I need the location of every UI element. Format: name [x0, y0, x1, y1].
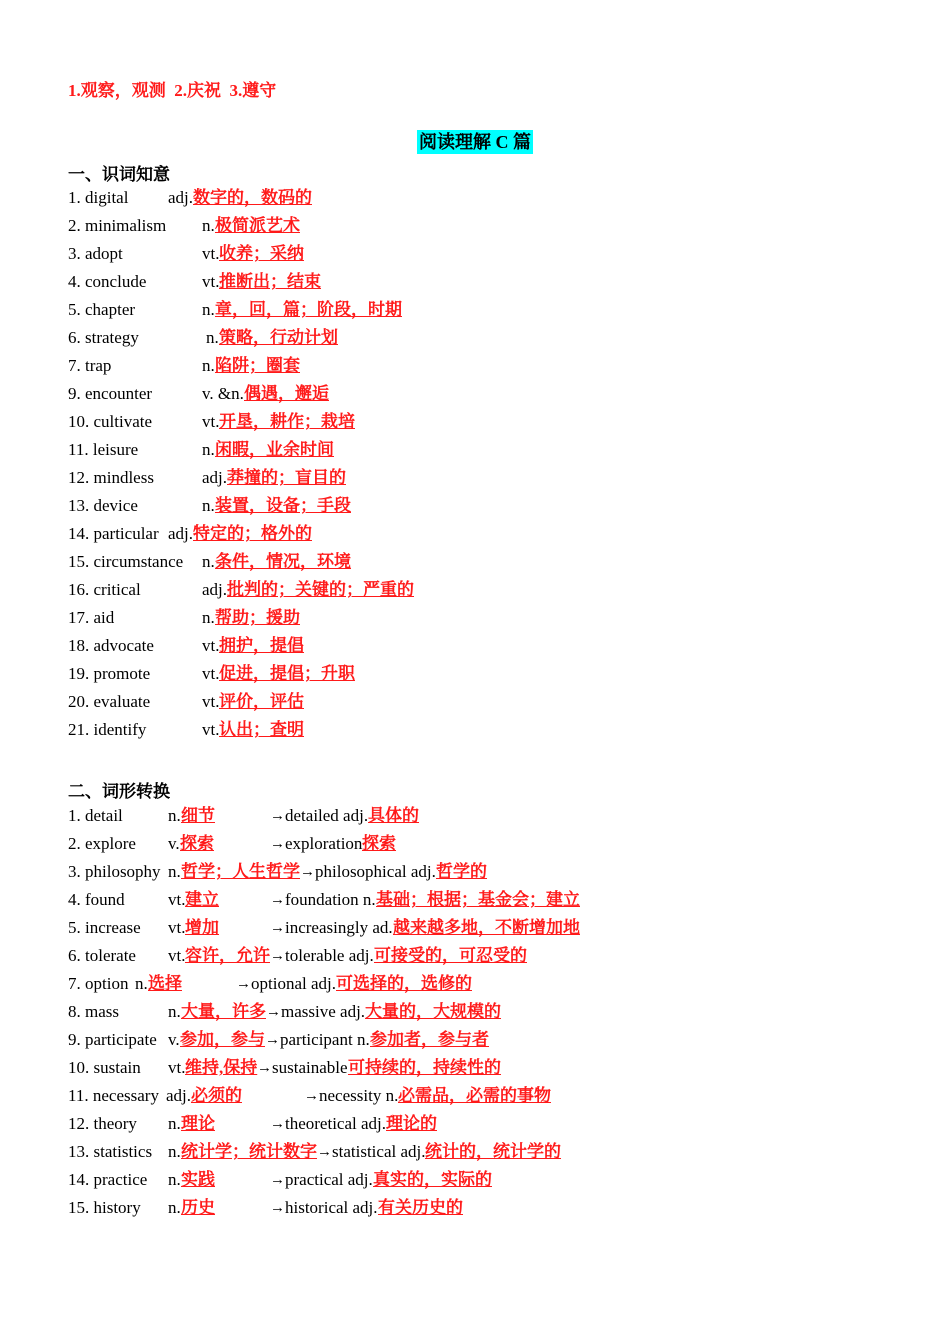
derived-word: optional adj.	[251, 974, 336, 993]
base-word: 13. statistics	[68, 1142, 153, 1161]
vocab-word: 10. cultivate	[68, 412, 153, 431]
vocab-answer: 数字的，数码的	[193, 188, 312, 207]
base-word: 1. detail	[68, 806, 123, 825]
derived-word: increasingly ad.	[285, 918, 393, 937]
page-title: 阅读理解 C 篇	[419, 132, 531, 152]
base-pos: v.	[168, 1030, 180, 1049]
arrow-icon: →	[265, 1032, 280, 1048]
base-answer: 理论	[181, 1114, 215, 1133]
vocab-word: 3. adopt	[68, 244, 123, 263]
vocab-word: 21. identify	[68, 720, 147, 739]
derived-answer: 哲学的	[436, 862, 487, 881]
base-word: 2. explore	[68, 834, 136, 853]
base-answer: 大量，许多	[181, 1002, 266, 1021]
vocab-answer: 促进，提倡；升职	[219, 664, 355, 683]
vocab-pos: adj.	[168, 188, 194, 207]
base-answer: 容许，允许	[185, 946, 270, 965]
arrow-icon: →	[317, 1144, 332, 1160]
base-answer: 历史	[181, 1198, 215, 1217]
vocab-answer: 批判的；关键的；严重的	[227, 580, 414, 599]
derived-word: detailed adj.	[285, 806, 369, 825]
derived-word: exploration	[285, 834, 363, 853]
derived-word: participant n.	[280, 1030, 370, 1049]
vocab-answer: 拥护，提倡	[219, 636, 304, 655]
vocab-pos: n.	[202, 496, 215, 515]
title-wrap	[0, 130, 950, 154]
vocab-pos: vt.	[202, 692, 220, 711]
base-pos: n.	[135, 974, 148, 993]
vocab-pos: n.	[202, 356, 215, 375]
vocab-answer: 闲暇，业余时间	[215, 440, 334, 459]
vocab-word: 13. device	[68, 496, 138, 515]
arrow-icon: →	[270, 1200, 285, 1216]
vocab-pos: n.	[202, 300, 215, 319]
vocab-pos: vt.	[202, 664, 220, 683]
vocab-word: 16. critical	[68, 580, 141, 599]
vocab-answer: 特定的；格外的	[193, 524, 312, 543]
vocab-answer: 章，回，篇；阶段，时期	[215, 300, 402, 319]
derived-answer: 越来越多地，不断增加地	[393, 918, 580, 937]
derived-answer: 可接受的，可忍受的	[374, 946, 527, 965]
derived-word: historical adj.	[285, 1198, 378, 1217]
derived-word: massive adj.	[281, 1002, 366, 1021]
base-pos: n.	[168, 1114, 181, 1133]
derived-answer: 大量的，大规模的	[365, 1002, 501, 1021]
base-answer: 选择	[148, 974, 182, 993]
vocab-answer: 陷阱；圈套	[215, 356, 300, 375]
vocab-pos: n.	[206, 328, 219, 347]
vocab-pos: adj.	[202, 580, 228, 599]
vocab-answer: 评价，评估	[219, 692, 304, 711]
derived-answer: 基础；根据；基金会；建立	[376, 890, 580, 909]
vocab-word: 7. trap	[68, 356, 112, 375]
arrow-icon: →	[236, 976, 251, 992]
derived-answer: 可选择的，选修的	[336, 974, 472, 993]
vocab-pos: vt.	[202, 244, 220, 263]
base-answer: 哲学；人生哲学	[181, 862, 300, 881]
base-pos: n.	[168, 1142, 181, 1161]
base-answer: 探索	[180, 834, 214, 853]
derived-answer: 真实的，实际的	[373, 1170, 492, 1189]
vocab-word: 18. advocate	[68, 636, 154, 655]
derived-word: foundation n.	[285, 890, 376, 909]
vocab-answer: 推断出；结束	[219, 272, 321, 291]
arrow-icon: →	[257, 1060, 272, 1076]
vocab-pos: adj.	[202, 468, 228, 487]
base-pos: n.	[168, 1198, 181, 1217]
vocab-word: 14. particular	[68, 524, 159, 543]
base-word: 12. theory	[68, 1114, 137, 1133]
vocab-answer: 收养；采纳	[219, 244, 304, 263]
derived-word: theoretical adj.	[285, 1114, 387, 1133]
section1-heading: 一、识词知意	[68, 165, 170, 184]
vocab-pos: vt.	[202, 636, 220, 655]
vocab-answer: 莽撞的；盲目的	[227, 468, 346, 487]
derived-answer: 理论的	[386, 1114, 437, 1133]
vocab-word: 4. conclude	[68, 272, 147, 291]
derived-word: sustainable	[272, 1058, 348, 1077]
base-word: 4. found	[68, 890, 125, 909]
vocab-pos: n.	[202, 440, 215, 459]
base-pos: vt.	[168, 918, 186, 937]
vocab-word: 6. strategy	[68, 328, 139, 347]
base-word: 14. practice	[68, 1170, 148, 1189]
base-answer: 维持,保持	[185, 1058, 258, 1077]
vocab-answer: 策略，行动计划	[219, 328, 338, 347]
vocab-pos: n.	[202, 608, 215, 627]
base-answer: 增加	[185, 918, 219, 937]
arrow-icon: →	[270, 1116, 285, 1132]
base-word: 8. mass	[68, 1002, 119, 1021]
base-pos: n.	[168, 806, 181, 825]
base-word: 10. sustain	[68, 1058, 141, 1077]
base-answer: 统计学；统计数字	[181, 1142, 317, 1161]
vocab-word: 9. encounter	[68, 384, 153, 403]
base-answer: 细节	[181, 806, 215, 825]
derived-answer: 有关历史的	[378, 1198, 463, 1217]
vocab-answer: 开垦，耕作；栽培	[219, 412, 355, 431]
base-answer: 必须的	[191, 1086, 242, 1105]
vocab-answer: 装置，设备；手段	[215, 496, 351, 515]
base-pos: n.	[168, 1002, 181, 1021]
derived-word: necessity n.	[319, 1086, 399, 1105]
vocab-answer: 条件，情况，环境	[215, 552, 351, 571]
arrow-icon: →	[300, 864, 315, 880]
base-word: 15. history	[68, 1198, 141, 1217]
arrow-icon: →	[270, 808, 285, 824]
vocab-word: 5. chapter	[68, 300, 136, 319]
vocab-pos: vt.	[202, 272, 220, 291]
base-pos: adj.	[166, 1086, 192, 1105]
vocab-word: 19. promote	[68, 664, 151, 683]
vocab-answer: 极简派艺术	[215, 216, 300, 235]
arrow-icon: →	[270, 836, 285, 852]
base-pos: n.	[168, 862, 181, 881]
derived-word: tolerable adj.	[285, 946, 374, 965]
base-pos: v.	[168, 834, 180, 853]
vocab-answer: 认出；查明	[219, 720, 304, 739]
arrow-icon: →	[266, 1004, 281, 1020]
vocab-pos: v. &n.	[202, 384, 244, 403]
vocab-pos: n.	[202, 552, 215, 571]
base-word: 11. necessary	[68, 1086, 159, 1105]
section2-heading: 二、词形转换	[68, 782, 170, 801]
arrow-icon: →	[270, 920, 285, 936]
derived-answer: 具体的	[368, 806, 419, 825]
vocab-word: 1. digital	[68, 188, 129, 207]
base-word: 7. option	[68, 974, 129, 993]
vocab-word: 15. circumstance	[68, 552, 184, 571]
header-answers: 1.观察，观测 2.庆祝 3.遵守	[68, 81, 277, 100]
base-answer: 参加，参与	[180, 1030, 265, 1049]
vocab-word: 20. evaluate	[68, 692, 151, 711]
vocab-word: 2. minimalism	[68, 216, 167, 235]
derived-answer: 必需品，必需的事物	[398, 1086, 551, 1105]
vocab-word: 12. mindless	[68, 468, 154, 487]
base-pos: vt.	[168, 890, 186, 909]
vocab-pos: vt.	[202, 412, 220, 431]
vocab-answer: 帮助；援助	[215, 608, 300, 627]
derived-word: practical adj.	[285, 1170, 373, 1189]
base-answer: 建立	[185, 890, 219, 909]
base-pos: vt.	[168, 946, 186, 965]
base-word: 3. philosophy	[68, 862, 161, 881]
base-word: 5. increase	[68, 918, 141, 937]
derived-answer: 统计的，统计学的	[425, 1142, 561, 1161]
derived-answer: 参加者，参与者	[370, 1030, 489, 1049]
derived-word: philosophical adj.	[315, 862, 436, 881]
arrow-icon: →	[270, 892, 285, 908]
base-word: 6. tolerate	[68, 946, 136, 965]
vocab-pos: adj.	[168, 524, 194, 543]
vocab-pos: vt.	[202, 720, 220, 739]
vocab-answer: 偶遇，邂逅	[244, 384, 329, 403]
derived-answer: 探索	[362, 834, 396, 853]
arrow-icon: →	[270, 948, 285, 964]
vocab-word: 17. aid	[68, 608, 115, 627]
base-word: 9. participate	[68, 1030, 157, 1049]
base-pos: n.	[168, 1170, 181, 1189]
derived-answer: 可持续的，持续性的	[348, 1058, 501, 1077]
vocab-pos: n.	[202, 216, 215, 235]
vocab-word: 11. leisure	[68, 440, 139, 459]
arrow-icon: →	[270, 1172, 285, 1188]
derived-word: statistical adj.	[332, 1142, 426, 1161]
arrow-icon: →	[304, 1088, 319, 1104]
base-answer: 实践	[181, 1170, 215, 1189]
base-pos: vt.	[168, 1058, 186, 1077]
